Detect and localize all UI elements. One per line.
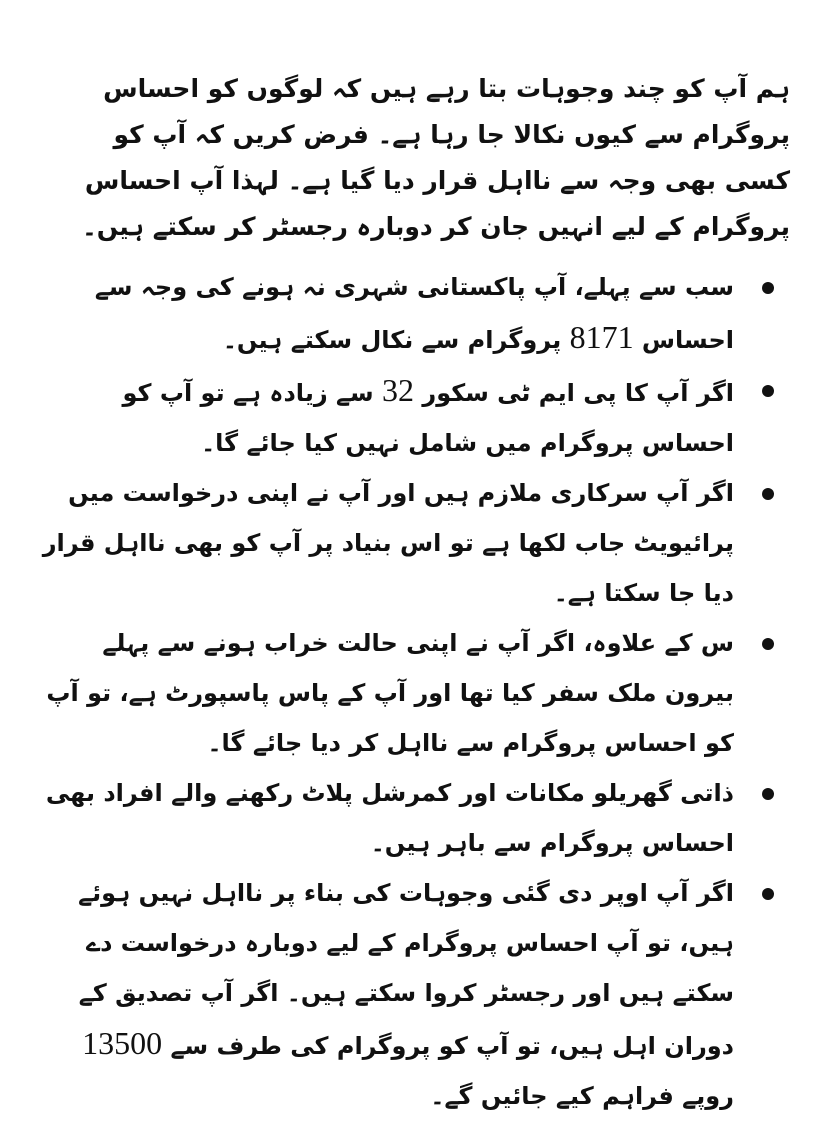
- list-item-number: 32: [382, 372, 415, 408]
- list-item: [40, 262, 790, 365]
- list-item-text: ذاتی گھریلو مکانات اور کمرشل پلاٹ رکھنے والے افراد بھی احساس پروگرام سے باہر ہیں۔: [45, 779, 734, 857]
- list-item-text: سے زیادہ ہے تو آپ کو احساس پروگرام میں شامل نہیں کیا جائے گا۔: [122, 379, 734, 457]
- bullet-icon: [762, 638, 774, 650]
- list-item-text: اگر آپ سرکاری ملازم ہیں اور آپ نے اپنی درخواست میں پرائیویٹ جاب لکھا ہے تو اس بنیاد پر آپ کو بھی نااہل قرار دیا جا سکتا ہے۔: [42, 479, 734, 607]
- reasons-list: [40, 262, 790, 1121]
- list-item: [40, 868, 790, 1121]
- bullet-icon: [762, 888, 774, 900]
- list-item-number: 13500: [82, 1025, 163, 1061]
- list-item-text: اگر آپ کا پی ایم ٹی سکور: [414, 379, 734, 407]
- list-item: [40, 618, 790, 768]
- bullet-icon: [762, 788, 774, 800]
- bullet-icon: [762, 488, 774, 500]
- bullet-icon: [762, 385, 774, 397]
- list-item: [40, 768, 790, 868]
- list-item: [40, 468, 790, 618]
- bullet-icon: [762, 282, 774, 294]
- list-item-text: س کے علاوہ، اگر آپ نے اپنی حالت خراب ہونے سے پہلے بیرون ملک سفر کیا تھا اور آپ کے پاس پاسپورٹ ہے، تو آپ کو احساس پروگرام سے نااہل کر دیا جائے گا۔: [46, 629, 734, 757]
- list-item-text: سب سے پہلے، آپ پاکستانی شہری نہ ہونے کی وجہ سے احساس: [94, 273, 734, 354]
- list-item-text: اگر آپ اوپر دی گئی وجوہات کی بناء پر نااہل نہیں ہوئے ہیں، تو آپ احساس پروگرام کے لیے دوبارہ درخواست دے سکتے ہیں اور رجسٹر کروا سکتے ہیں۔ اگر آپ تصدیق کے دوران اہل ہیں، تو آپ کو پروگرام کی طرف سے: [78, 879, 734, 1060]
- list-item-number: 8171: [569, 319, 634, 355]
- list-item-text: روپے فراہم کیے جائیں گے۔: [430, 1082, 734, 1110]
- list-item-text: پروگرام سے نکال سکتے ہیں۔: [222, 326, 570, 354]
- intro-paragraph: ہم آپ کو چند وجوہات بتا رہے ہیں کہ لوگوں کو احساس پروگرام سے کیوں نکالا جا رہا ہے۔ فرض کریں کہ آپ کو کسی بھی وجہ سے نااہل قرار دیا گیا ہے۔ لہذا آپ احساس پروگرام کے لیے انہیں جان کر دوبارہ رجسٹر کر سکتے ہیں۔: [82, 74, 790, 241]
- list-item: [40, 365, 790, 468]
